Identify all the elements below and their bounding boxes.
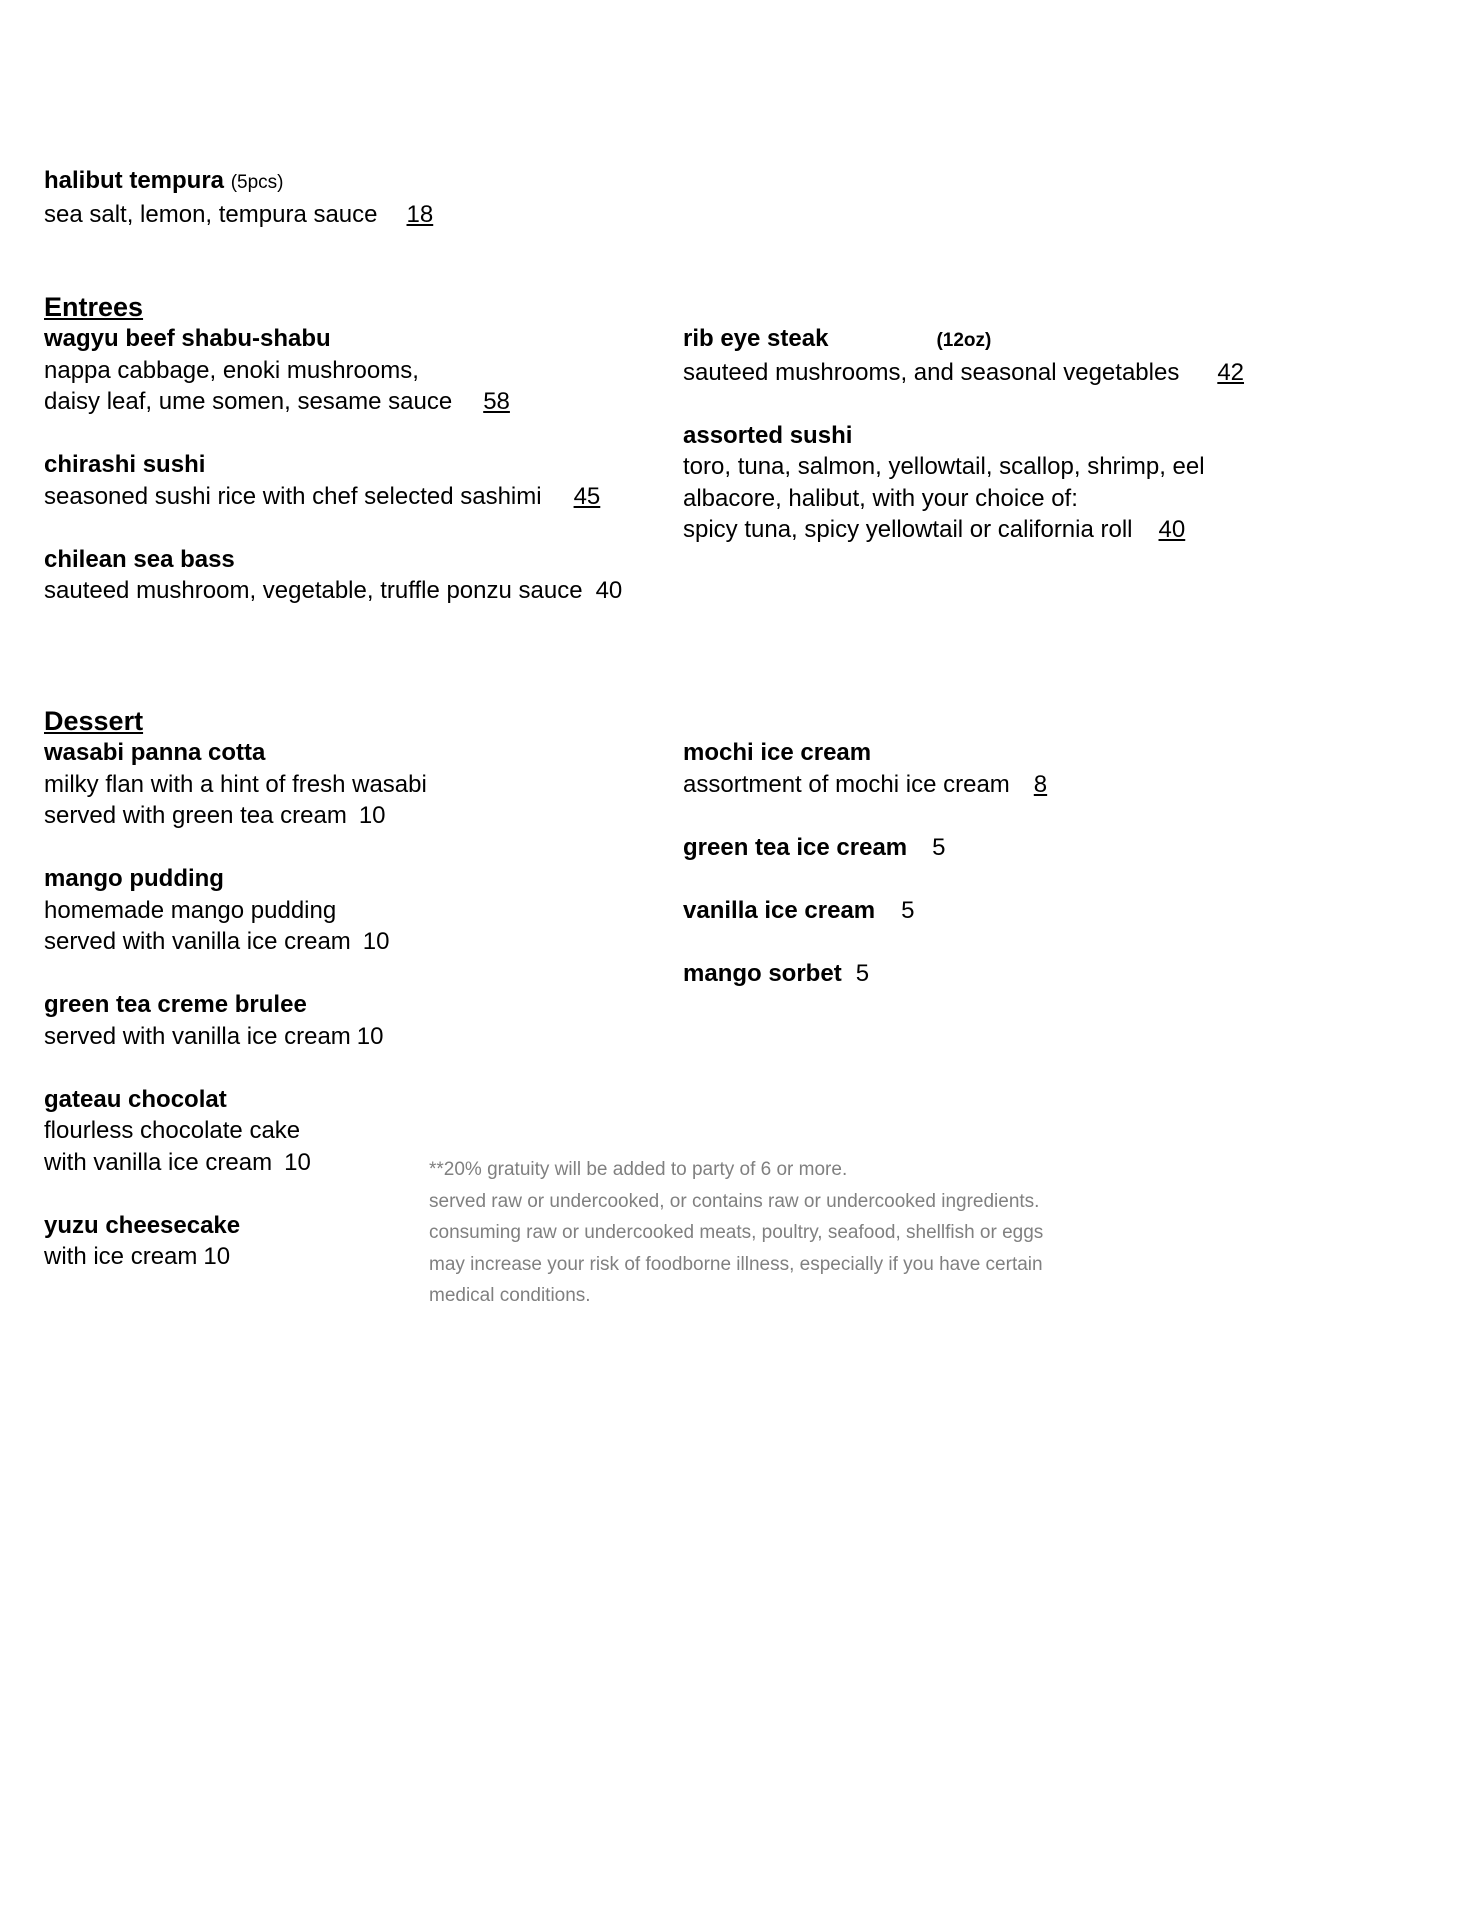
item-price: 8: [1033, 770, 1048, 798]
item-name: green tea ice cream: [683, 833, 908, 861]
item-price: 58: [483, 388, 510, 415]
item-description: daisy leaf, ume somen, sesame sauce: [44, 388, 453, 415]
item-price: 42: [1217, 358, 1245, 386]
item-name: yuzu cheesecake: [44, 1211, 241, 1239]
item-description: spicy tuna, spicy yellowtail or california roll: [683, 516, 1133, 543]
section-entrees: [44, 292, 143, 324]
item-name: halibut tempura: [44, 167, 225, 194]
item-description: sauteed mushroom, vegetable, truffle ponzu sauce: [44, 577, 583, 604]
item-price: 10: [284, 1148, 311, 1176]
item-name: chilean sea bass: [44, 545, 235, 573]
item-price: 5: [932, 833, 946, 861]
item-price: 45: [573, 482, 601, 510]
menu-item-chirashi: [44, 449, 622, 512]
menu-item-rib-eye: [683, 323, 1244, 388]
item-name: wagyu beef shabu-shabu: [44, 325, 331, 352]
item-price: 40: [1158, 516, 1186, 543]
item-name: rib eye steak: [683, 325, 829, 352]
note-raw-food: served raw or undercooked, or contains raw or undercooked ingredients.: [429, 1190, 1040, 1212]
item-description: sea salt, lemon, tempura sauce: [44, 200, 378, 228]
item-price: 10: [356, 1022, 384, 1050]
menu-item-sea-bass: [44, 544, 622, 607]
item-name: assorted sushi: [683, 421, 853, 449]
menu-item-creme-brulee: [44, 989, 427, 1052]
dessert-left-column: [44, 737, 427, 1273]
note-gratuity: **20% gratuity will be added to party of 6 or more.: [429, 1159, 848, 1180]
item-price: 5: [901, 896, 915, 924]
menu-item-halibut-tempura: [44, 165, 433, 230]
item-name: wasabi panna cotta: [44, 739, 266, 766]
item-price: 40: [595, 577, 623, 604]
item-price: 5: [855, 959, 870, 987]
item-name: chirashi sushi: [44, 451, 206, 478]
menu-item-gateau-chocolat: [44, 1084, 427, 1179]
item-name: mango sorbet: [683, 959, 842, 987]
item-description: served with vanilla ice cream: [44, 1022, 351, 1050]
menu-item-panna-cotta: [44, 737, 427, 832]
note-risk: may increase your risk of foodborne illness, especially if you have certain: [429, 1253, 1043, 1275]
item-description: toro, tuna, salmon, yellowtail, scallop, shrimp, eel: [683, 453, 1205, 480]
menu-item-mango-pudding: [44, 863, 427, 958]
menu-item-mango-sorbet: [683, 958, 1047, 990]
item-quantity: (5pcs): [230, 172, 284, 193]
menu-item-assorted-sushi: [683, 420, 1244, 546]
item-name: mochi ice cream: [683, 739, 872, 766]
item-price: 10: [358, 802, 386, 829]
item-name: gateau chocolat: [44, 1085, 227, 1113]
item-description: assortment of mochi ice cream: [683, 770, 1010, 798]
item-description: with ice cream: [44, 1243, 198, 1270]
disclaimer-notes: [429, 1154, 1043, 1312]
entrees-left-column: [44, 323, 622, 607]
item-description: sauteed mushrooms, and seasonal vegetables: [683, 358, 1180, 386]
menu-item-green-tea-ice-cream: [683, 832, 1047, 864]
item-description: seasoned sushi rice with chef selected sashimi: [44, 482, 542, 510]
item-description: nappa cabbage, enoki mushrooms,: [44, 356, 419, 384]
menu-item-vanilla-ice-cream: [683, 895, 1047, 927]
item-description: with vanilla ice cream: [44, 1148, 273, 1176]
item-description: served with vanilla ice cream: [44, 928, 351, 955]
item-description: flourless chocolate cake: [44, 1117, 301, 1144]
section-heading-entrees: Entrees: [44, 292, 144, 322]
item-name: mango pudding: [44, 865, 224, 892]
note-consuming: consuming raw or undercooked meats, poultry, seafood, shellfish or eggs: [429, 1222, 1044, 1243]
note-conditions: medical conditions.: [429, 1285, 591, 1306]
entrees-right-column: [683, 323, 1244, 546]
menu-item-yuzu-cheesecake: [44, 1210, 427, 1273]
item-price: 18: [406, 200, 434, 228]
item-description: served with green tea cream: [44, 802, 347, 829]
dessert-right-column: [683, 737, 1047, 989]
item-description: albacore, halibut, with your choice of:: [683, 484, 1078, 512]
item-size: (12oz): [936, 330, 992, 351]
item-name: green tea creme brulee: [44, 991, 307, 1018]
section-dessert: [44, 706, 143, 738]
item-description: homemade mango pudding: [44, 896, 337, 924]
menu-item-wagyu: [44, 323, 622, 418]
item-price: 10: [203, 1243, 231, 1270]
menu-item-mochi: [683, 737, 1047, 800]
item-description: milky flan with a hint of fresh wasabi: [44, 770, 427, 798]
section-heading-dessert: Dessert: [44, 706, 144, 736]
item-price: 10: [362, 928, 390, 955]
item-name: vanilla ice cream: [683, 896, 876, 924]
